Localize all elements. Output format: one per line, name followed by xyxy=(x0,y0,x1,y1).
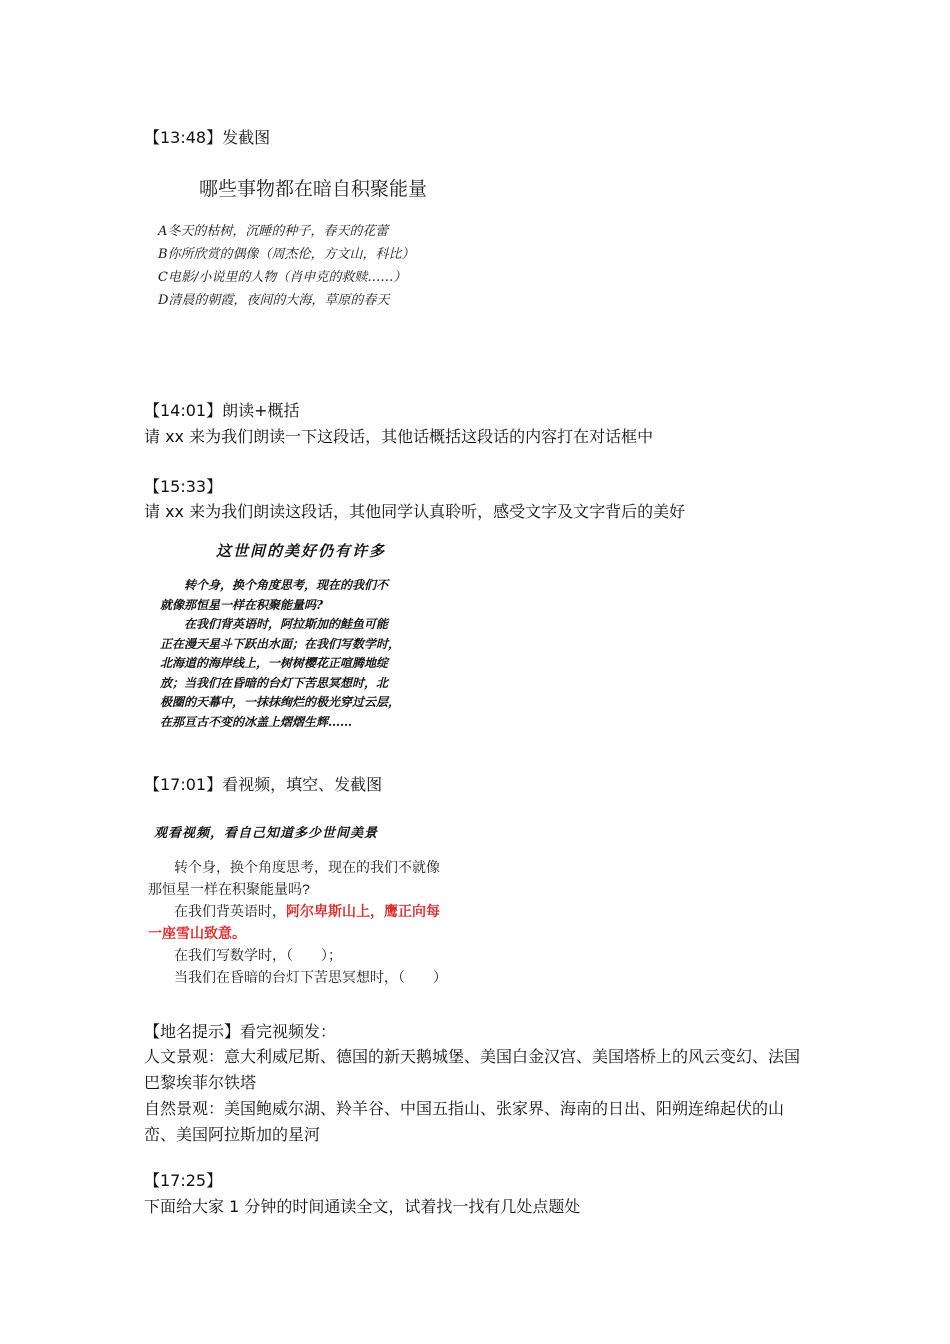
section-heading-14-01: 【14:01】朗读+概括 xyxy=(144,401,300,420)
image2-line: 就像那恒星一样在积聚能量吗? xyxy=(160,597,324,612)
section-heading-13-48: 【13:48】发截图 xyxy=(144,128,271,147)
image3-line: 转个身，换个角度思考，现在的我们不就像 xyxy=(174,859,440,875)
image2-line: 北海道的海岸线上，一树树樱花正喧腾地绽 xyxy=(160,656,389,670)
image3-title: 观看视频，看自己知道多少世间美景 xyxy=(154,826,379,841)
image2-line: 在那亘古不变的冰盖上熠熠生辉…… xyxy=(160,714,353,729)
image2-line: 放；当我们在昏暗的台灯下苦思冥想时，北 xyxy=(160,675,389,690)
screenshot-beauty-passage xyxy=(144,536,494,736)
image2-line: 转个身，换个角度思考，现在的我们不 xyxy=(184,578,389,592)
screenshot-energy-question xyxy=(144,166,464,316)
section-heading-17-01: 【17:01】看视频，填空、发截图 xyxy=(144,775,383,794)
image1-option-c: C电影/小说里的人物（肖申克的救赎……） xyxy=(158,270,407,285)
hint-nature-landscapes: 自然景观：美国鲍威尔湖、羚羊谷、中国五指山、张家界、海南的日出、阳朔连绵起伏的山峦、美国阿拉斯加的星河 xyxy=(144,1099,785,1144)
hint-heading: 【地名提示】看完视频发： xyxy=(144,1022,337,1041)
image1-title: 哪些事物都在暗自积聚能量 xyxy=(199,178,428,200)
section-heading-15-33: 【15:33】 xyxy=(144,477,223,496)
section-text-15-33: 请 xx 来为我们朗读这段话，其他同学认真聆听，感受文字及文字背后的美好 xyxy=(144,502,686,521)
hint-culture-landscapes: 人文景观：意大利威尼斯、德国的新天鹅城堡、美国白金汉宫、美国塔桥上的风云变幻、法国巴黎埃菲尔铁塔 xyxy=(144,1047,801,1092)
image3-answer-red-cont: 一座雪山致意。 xyxy=(148,925,246,941)
image1-option-a: A冬天的枯树，沉睡的种子，春天的花蕾 xyxy=(158,224,389,239)
image3-answer-red: 阿尔卑斯山上，鹰正向每 xyxy=(286,903,440,919)
image3-blank-line: 当我们在昏暗的台灯下苦思冥想时，（ ） xyxy=(174,969,447,985)
section-text-17-25: 下面给大家 1 分钟的时间通读全文，试着找一找有几处点题处 xyxy=(144,1197,581,1216)
screenshot-video-fill-blank xyxy=(144,816,454,985)
section-text-14-01: 请 xx 来为我们朗读一下这段话，其他话概括这段话的内容打在对话框中 xyxy=(144,427,654,446)
image2-line: 正在漫天星斗下跃出水面；在我们写数学时， xyxy=(160,636,401,651)
image2-line: 在我们背英语时，阿拉斯加的鲑鱼可能 xyxy=(184,617,389,631)
image2-title: 这世间的美好仍有许多 xyxy=(216,542,387,560)
image1-option-b: B你所欣赏的偶像（周杰伦，方文山，科比） xyxy=(158,247,415,262)
image3-line-prefix: 在我们背英语时， xyxy=(174,903,286,919)
image2-line: 极圈的天幕中，一抹抹绚烂的极光穿过云层， xyxy=(160,695,401,709)
image3-blank-line: 在我们写数学时，（ ）； xyxy=(174,947,342,963)
image1-option-d: D清晨的朝霞，夜间的大海，草原的春天 xyxy=(158,293,390,308)
image3-line: 那恒星一样在积聚能量吗? xyxy=(148,881,310,897)
section-heading-17-25: 【17:25】 xyxy=(144,1171,223,1190)
